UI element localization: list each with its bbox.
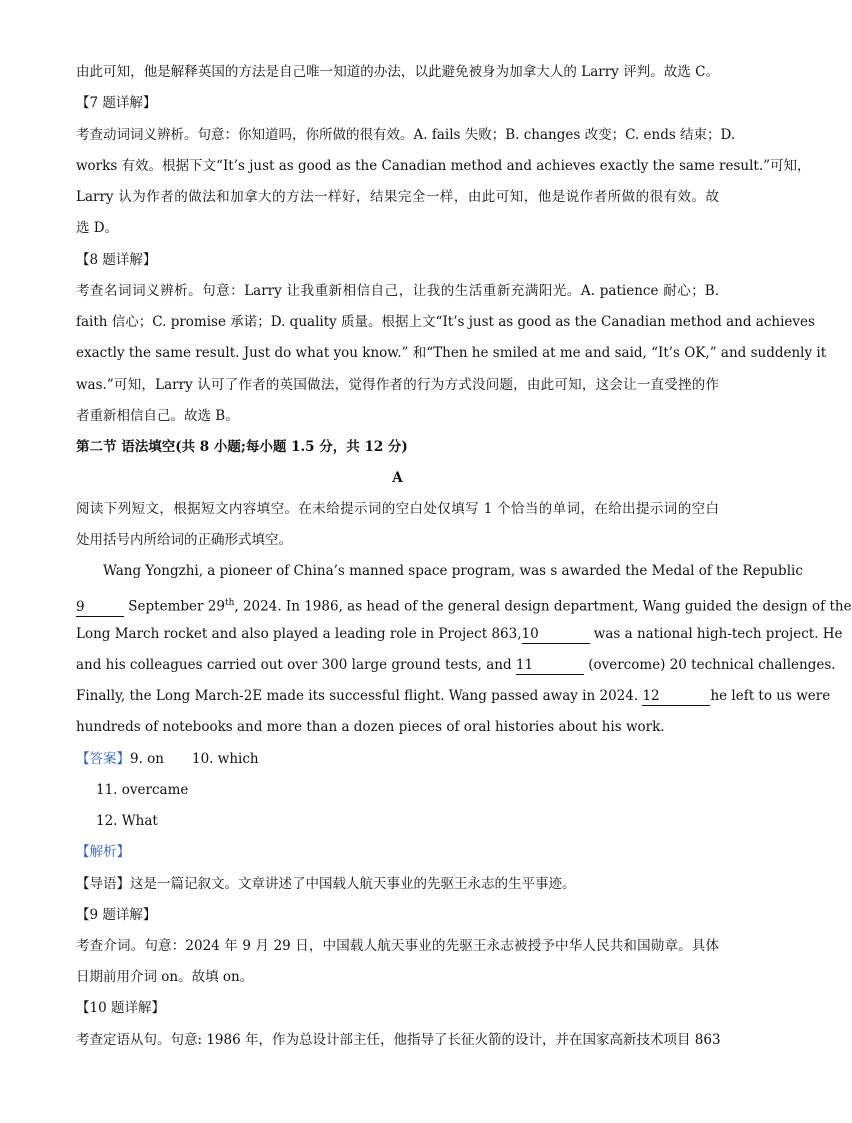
- guide-tag: 【导语】: [76, 876, 130, 892]
- passage-text: (overcome) 20 technical challenges.: [583, 657, 836, 673]
- passage-line: [76, 624, 843, 644]
- passage-text: was a national high-tech project. He: [589, 626, 843, 642]
- guide-line: [76, 874, 719, 894]
- blank-9[interactable]: 9: [76, 599, 124, 617]
- instruction-line: 处用括号内所给词的正确形式填空。: [76, 532, 292, 548]
- passage-text: September 29: [124, 598, 225, 615]
- blank-10[interactable]: 10: [522, 626, 590, 644]
- superscript: th: [224, 598, 235, 608]
- text-line: exactly the same result. Just do what you know.” 和“Then he smiled at me and said, “It’s OK,” and suddenly it: [76, 345, 827, 361]
- passage-line: [76, 655, 836, 675]
- part-label: A: [392, 470, 403, 486]
- text-line: works 有效。根据下文“It’s just as good as the Canadian method and achieves exactly the same result.”可知，: [76, 158, 811, 174]
- answer-12: 12. What: [96, 813, 158, 829]
- passage-text: Long March rocket and also played a leading role in Project 863,: [76, 626, 522, 642]
- text-line: 者重新相信自己。故选 B。: [76, 408, 239, 424]
- answer-11: 11. overcame: [96, 782, 189, 798]
- q7-heading: 【7 题详解】: [76, 95, 157, 111]
- passage-text: and his colleagues carried out over 300 large ground tests, and: [76, 657, 516, 673]
- section-heading: 第二节 语法填空(共 8 小题;每小题 1.5 分，共 12 分): [76, 439, 408, 455]
- text-line: 选 D。: [76, 220, 119, 236]
- text-line: Larry 认为作者的做法和加拿大的方法一样好，结果完全一样，由此可知，他是说作者所做的很有效。故: [76, 189, 719, 205]
- answer-tag: 【答案】: [76, 751, 130, 767]
- passage-text: he left to us were: [710, 688, 831, 704]
- q9-heading: 【9 题详解】: [76, 907, 157, 923]
- text-line: 考查名词词义辨析。句意：Larry 让我重新相信自己，让我的生活重新充满阳光。A. patience 耐心；B.: [76, 283, 719, 299]
- text-line: faith 信心；C. promise 承诺；D. quality 质量。根据上文“It’s just as good as the Canadian method and achieves: [76, 314, 815, 330]
- passage-line: hundreds of notebooks and more than a dozen pieces of oral histories about his work.: [76, 719, 665, 735]
- passage-line: [76, 686, 831, 706]
- blank-11[interactable]: 11: [516, 657, 584, 675]
- answer-line: [76, 749, 719, 769]
- q10-heading: 【10 题详解】: [76, 1000, 165, 1016]
- passage-line: Wang Yongzhi, a pioneer of China’s manned space program, was s awarded the Medal of the Republic: [103, 563, 803, 579]
- passage-text: , 2024. In 1986, as head of the general design department, Wang guided the design of the: [234, 598, 852, 615]
- passage-line: [76, 593, 852, 617]
- text-line: 考查介词。句意：2024 年 9 月 29 日，中国载人航天事业的先驱王永志被授予中华人民共和国勋章。具体: [76, 938, 719, 954]
- passage-text: Finally, the Long March-2E made its successful flight. Wang passed away in 2024.: [76, 688, 643, 704]
- blank-12[interactable]: 12: [642, 688, 710, 706]
- text-line: was.”可知，Larry 认可了作者的英国做法，觉得作者的行为方式没问题，由此可知，这会让一直受挫的作: [76, 377, 719, 393]
- answer-10: 10. which: [192, 751, 259, 767]
- guide-text: 这是一篇记叙文。文章讲述了中国载人航天事业的先驱王永志的生平事迹。: [130, 876, 576, 892]
- text-line: 考查定语从句。句意: 1986 年，作为总设计部主任，他指导了长征火箭的设计，并在国家高新技术项目 863: [76, 1032, 721, 1048]
- text-line: 考查动词词义辨析。句意：你知道吗，你所做的很有效。A. fails 失败；B. changes 改变；C. ends 结束；D.: [76, 127, 736, 143]
- text-line: 由此可知，他是解释英国的方法是自己唯一知道的办法，以此避免被身为加拿大人的 Larry 评判。故选 C。: [76, 64, 719, 80]
- answer-9: 9. on: [130, 751, 164, 767]
- text-line: 日期前用介词 on。故填 on。: [76, 969, 254, 985]
- instruction-line: 阅读下列短文，根据短文内容填空。在未给提示词的空白处仅填写 1 个恰当的单词，在给出提示词的空白: [76, 501, 719, 517]
- q8-heading: 【8 题详解】: [76, 252, 157, 268]
- analysis-tag: 【解析】: [76, 844, 130, 860]
